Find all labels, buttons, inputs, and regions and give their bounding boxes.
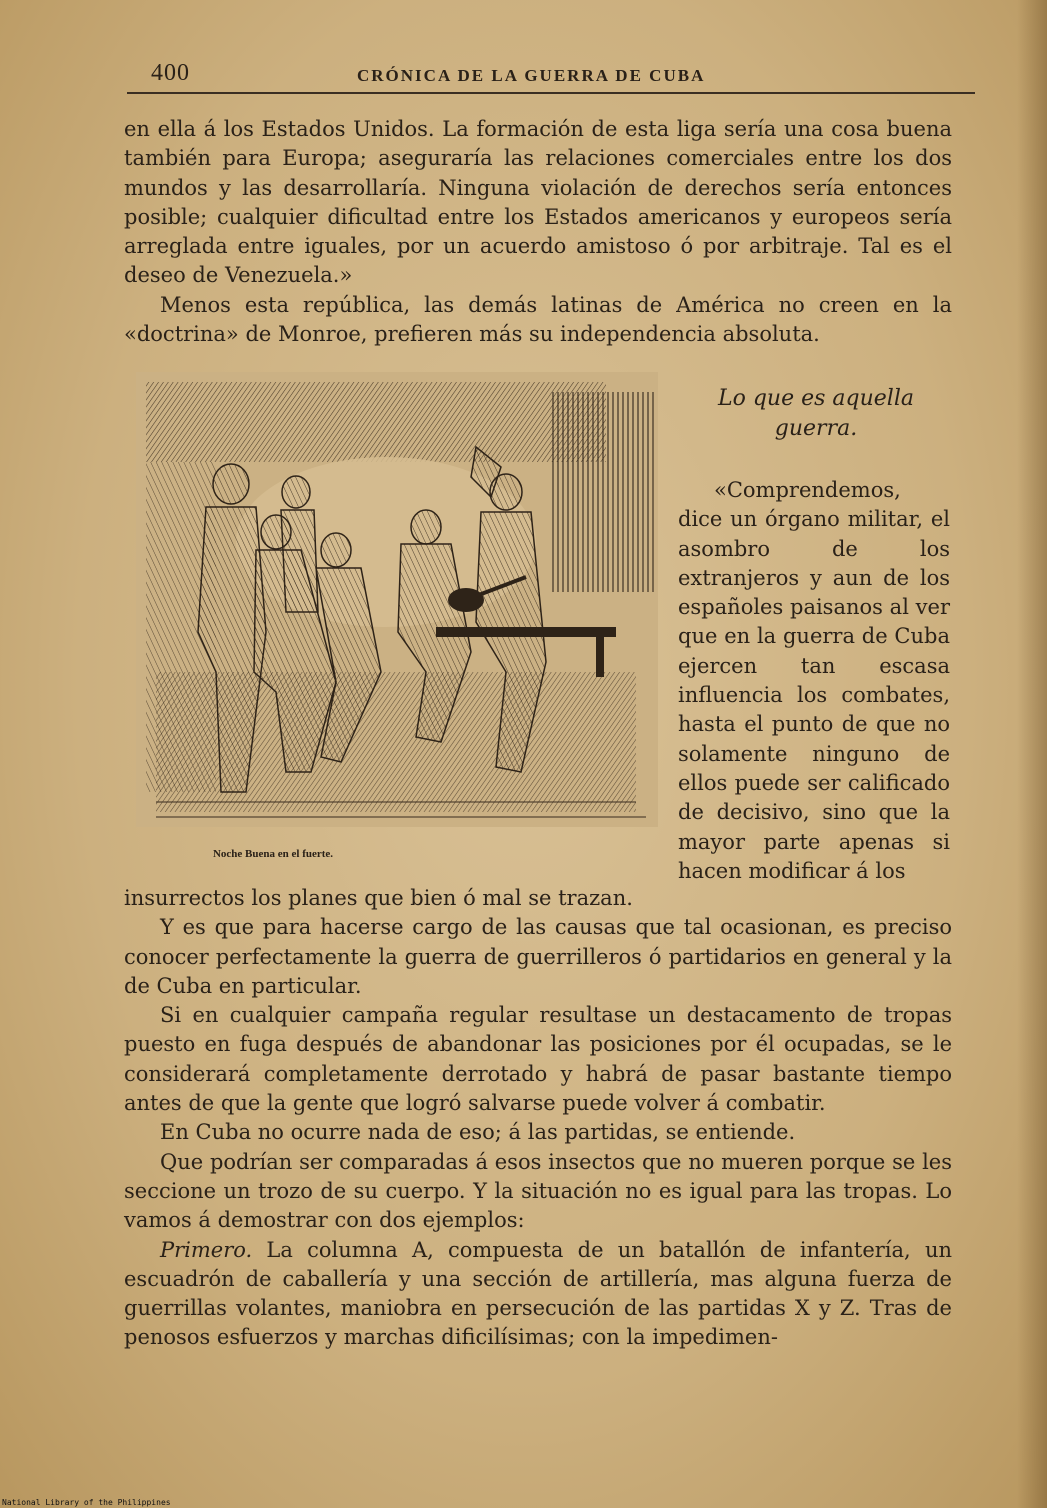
figure-caption: Noche Buena en el fuerte. (212, 848, 334, 860)
paragraph-2: Menos esta república, las demás latinas de América no creen en la «doctrina» de Monroe, prefieren más su independencia absoluta. (124, 292, 952, 347)
section-title: Lo que es aquella guerra. (718, 386, 914, 441)
running-head: CRÓNICA DE LA GUERRA DE CUBA (357, 66, 706, 85)
paragraph-7-lead: Primero. (160, 1237, 253, 1262)
engraving-figure (136, 372, 666, 844)
paragraph-1: en ella á los Estados Unidos. La formación de esta liga sería una cosa buena también para Europa; aseguraría las relaciones comerciales entre los dos mundos y las desarrollaría. Ninguna violación de derechos sería entonces posible; cualquier dificultad entre los Estados americanos y europeos sería arreglada entre iguales, por un acuerdo amistoso ó por arbitraje. Tal es el deseo de Venezuela.» (124, 117, 952, 288)
page-edge-shadow (1017, 0, 1047, 1508)
paragraph-7 (124, 1236, 952, 1353)
body-top (124, 115, 952, 349)
continuation-line: insurrectos los planes que bien ó mal se trazan. (124, 886, 633, 910)
paragraph-6: Que podrían ser comparadas á esos insectos que no mueren porque se les seccione un trozo de su cuerpo. Y la situación no es igual para las tropas. Lo vamos á demostrar con dos ejemplos: (124, 1149, 952, 1233)
page-header (127, 58, 975, 94)
paragraph-7-text: La columna A, compuesta de un batallón de infantería, un escuadrón de caballería y una sección de artillería, mas alguna fuerza de guerrillas volantes, maniobra en persecución de las partidas X y Z. Tras de penosos esfuerzos y marchas dificilísimas; con la impedimen- (124, 1237, 952, 1350)
side-column-text (678, 476, 950, 886)
paragraph-4: Si en cualquier campaña regular resultase un destacamento de tropas puesto en fuga después de abandonar las posiciones por él ocupadas, se le considerará completamente derrotado y habrá de pasar bastante tiempo antes de que la gente que logró salvarse puede volver á combatir. (124, 1003, 952, 1116)
engraving-illustration (136, 372, 658, 827)
body-bottom (124, 884, 952, 1353)
side-paragraph: «Comprendemos, dice un órgano militar, el asombro de los extranjeros y aun de los españoles paisanos al ver que en la guerra de Cuba ejercen tan escasa influencia los combates, hasta el punto de que no solamente ninguno de ellos puede ser calificado de decisivo, sino que la mayor parte apenas si hacen modificar á los (678, 478, 950, 883)
paragraph-5: En Cuba no ocurre nada de eso; á las partidas, se entiende. (160, 1120, 796, 1145)
paragraph-3: Y es que para hacerse cargo de las causas que tal ocasionan, es preciso conocer perfectamente la guerra de guerrilleros ó partidarios en general y la de Cuba en particular. (124, 915, 952, 998)
library-credit: National Library of the Philippines (2, 1498, 171, 1507)
page-number: 400 (151, 60, 190, 86)
